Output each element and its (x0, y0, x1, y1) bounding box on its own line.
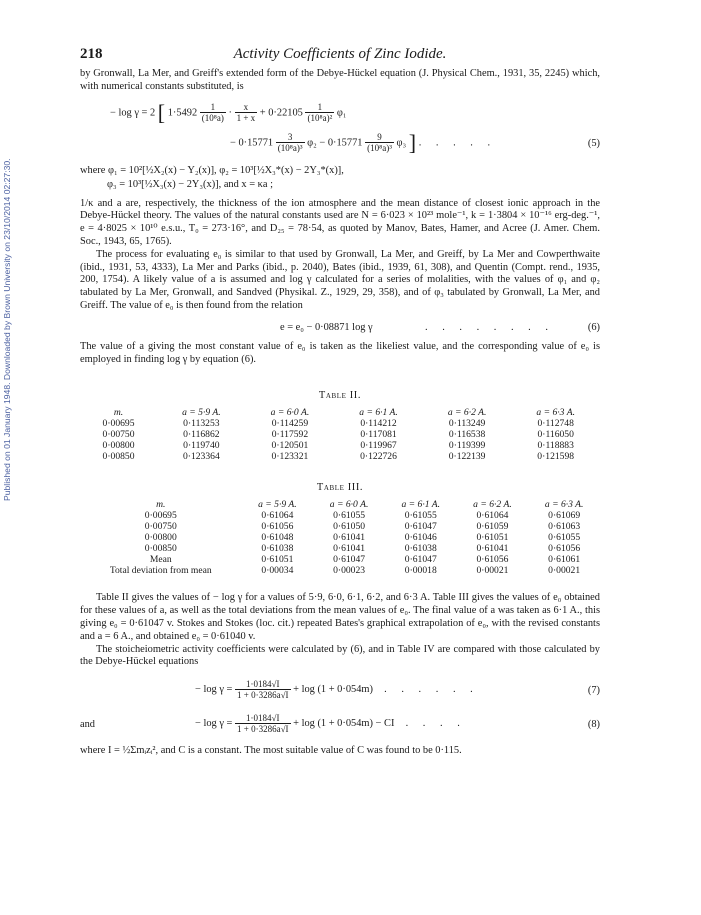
where-line-1: where φ₁ = 10²[½X₂(x) − Y₂(x)], φ₂ = 10³[½X₃*(x) − 2Y₃*(x)], (80, 164, 344, 176)
equation-5: − log γ = 2 [ 1·5492 $\frac{1}{\text{(10⁸a)}}$ · $\frac{x}{1 + x}$ + 0·22105 $\frac{1}{\text{(10⁸a)²}}$ φ₁ − 0·15771 $\frac{3}{\text{(10⁸a)³}}$ φ₂ − 0·15771 $\frac{9}{\text{(10⁸a)³}}$ φ₃ ] . . . . . (5) (110, 99, 600, 155)
table2-header-row (80, 407, 600, 418)
table-cell: Total deviation from mean (109, 565, 212, 577)
table-cell: 0·61038 (404, 543, 437, 555)
eq5-c1: 1·5492 (167, 106, 198, 118)
table-cell: 0·61056 (548, 543, 581, 555)
table-cell: 0·00850 (144, 543, 177, 555)
table-cell: 0·116862 (183, 429, 220, 441)
eq5-phi2: φ₂ (307, 136, 317, 148)
table-cell: 0·61064 (476, 510, 509, 522)
table-cell: 0·61055 (548, 532, 581, 544)
table-cell: 0·61056 (476, 554, 509, 566)
table-cell: 0·114212 (360, 418, 397, 430)
table-cell: 0·61063 (548, 521, 581, 533)
table-cell: 0·113249 (448, 418, 486, 430)
eq8-lhs: − log γ = (195, 718, 233, 730)
table-cell: 0·00018 (404, 565, 437, 577)
page-number: 218 (80, 46, 103, 62)
table3-header: a = 6·1 A. (401, 499, 441, 511)
eq7-lhs: − log γ = (195, 684, 233, 696)
table-cell: 0·112748 (537, 418, 574, 430)
table-2 (80, 407, 600, 462)
table-cell: 0·119740 (183, 440, 220, 452)
table-cell: 0·117592 (271, 429, 309, 441)
table-cell: 0·61048 (261, 532, 294, 544)
paragraph-constant-c: where I = ½Σmᵢzᵢ², and C is a constant. The most suitable value of C was found to be 0·115. (80, 745, 462, 757)
table-row (80, 418, 600, 429)
table-cell: 0·00021 (548, 565, 581, 577)
table2-title: Table II. (318, 390, 362, 402)
table-cell: 0·61056 (261, 521, 294, 533)
table-cell: 0·00750 (144, 521, 177, 533)
table3-header: a = 5·9 A. (258, 499, 297, 511)
table-row-total-deviation (80, 565, 600, 576)
paragraph-tables: Table II gives the values of − log γ for a values of 5·9, 6·0, 6·1, 6·2, and 6·3 A. Table III gives the values of e₀ obtained for these values of a, as well as the total deviations from the mean values of e₀. The final value of a was taken as 6·1 A., this giving e₀ = 0·61047 v. Stokes and Stokes (loc. cit.) repeated Bates's graphical extrapolation of e₀, with the revised constants and a = 6 A., and obtained e₀ = 0·61040 v. (80, 592, 600, 642)
eq8-and: and (80, 719, 96, 731)
table-row (80, 429, 600, 440)
equation-8: and − log γ = $\frac{1\cdot 0184√I}{1 + 0\cdot 3286a√I}$ + log (1 + 0·054m) − CI . . . . (8) (80, 713, 600, 735)
table2-header: a = 6·3 A. (536, 407, 575, 419)
intro-text: by Gronwall, La Mer, and Greiff's extended form of the Debye-Hückel equation (J. Physical Chem., 1931, 35, 2245) which, with numerical constants substituted, is (80, 68, 600, 92)
eq5-frac5: $\frac{9}{\text{(10⁸a)³}}$ (367, 132, 392, 154)
table-cell: 0·61064 (261, 510, 294, 522)
table-cell: 0·61061 (548, 554, 581, 566)
eq7-fraction: $\frac{1\cdot 0184√I}{1 + 0\cdot 3286a√I}$ (237, 679, 289, 701)
table-row (80, 521, 600, 532)
table-cell: 0·00800 (144, 532, 177, 544)
eq8-fraction: $\frac{1\cdot 0184√I}{1 + 0\cdot 3286a√I}$ (237, 713, 289, 735)
eq5-c2: + 0·22105 (259, 106, 303, 118)
eq5-frac2: $\frac{x}{1 + x}$ (236, 102, 256, 124)
running-title: Activity Coefficients of Zinc Iodide. (233, 46, 447, 62)
table-cell: 0·61047 (333, 554, 366, 566)
eq6-number: (6) (587, 321, 600, 333)
table-cell: 0·00021 (476, 565, 509, 577)
running-header (80, 46, 600, 66)
table-cell: 0·61069 (548, 510, 581, 522)
table3-header: a = 6·3 A. (544, 499, 584, 511)
paragraph-process: The process for evaluating e₀ is similar to that used by Gronwall, La Mer, and Greiff, by La Mer and Cowperthwaite (ibid., 1931, 53, 4333), La Mer and Parks (ibid., p. 2040), Bates (ibid., 1939, 61, 308), and Quentin (Compt. rend., 1935, 200, 1754). A likely value of a is assumed and log γ calculated for a series of molalities, with the values of φ₁ and φ₂ tabulated by La Mer, Gronwall, and Sandved (Physikal. Z., 1929, 29, 358), and of φ₃ tabulated by Gronwall, La Mer, and Greiff. The value of e₀ is then found from the relation (80, 248, 600, 311)
table-cell: 0·00750 (102, 429, 135, 441)
table2-header: a = 5·9 A. (182, 407, 221, 419)
paragraph-stoicheiometric: The stoicheiometric activity coefficients were calculated by (6), and in Table IV are compared with those calculated by the Debye-Hückel equations (80, 643, 600, 668)
table-cell: 0·61047 (404, 554, 437, 566)
table-cell: 0·61055 (404, 510, 437, 522)
table-cell: 0·119399 (448, 440, 486, 452)
table-cell: 0·61050 (333, 521, 366, 533)
table-cell: Mean (149, 554, 172, 566)
table-cell: 0·114259 (271, 418, 309, 430)
table-cell: 0·00800 (102, 440, 135, 452)
eq7-rhs: + log (1 + 0·054m) (293, 684, 373, 696)
table-row (80, 532, 600, 543)
equation-6: e = e₀ − 0·08871 log γ . . . . . . . . (6) (280, 321, 600, 333)
eq7-number: (7) (587, 685, 600, 697)
eq5-frac3: $\frac{1}{\text{(10⁸a)²}}$ (307, 102, 333, 124)
table2-header: a = 6·1 A. (359, 407, 398, 419)
table3-title: Table III. (316, 482, 364, 494)
table-3 (80, 499, 600, 576)
eq5-c3: − 0·15771 (230, 136, 274, 148)
table3-header: m. (156, 499, 166, 511)
table-cell: 0·61055 (333, 510, 366, 522)
table-cell: 0·61041 (333, 543, 366, 555)
eq5-frac4: $\frac{3}{\text{(10⁸a)³}}$ (277, 132, 303, 154)
equation-7: − log γ = $\frac{1\cdot 0184√I}{1 + 0\cdot 3286a√I}$ + log (1 + 0·054m) . . . . . . (7) (195, 679, 600, 701)
table-row-mean (80, 554, 600, 565)
eq5-c4: − 0·15771 (319, 136, 363, 148)
table-cell: 0·61047 (404, 521, 437, 533)
table-cell: 0·00034 (261, 565, 294, 577)
table3-header-row (80, 499, 600, 510)
where-line-2: φ₃ = 10³[½X₃(x) − 2Y₃(x)], and x = κa ; (107, 178, 274, 190)
table-row (80, 543, 600, 554)
table-cell: 0·116050 (537, 429, 574, 441)
table-cell: 0·61051 (261, 554, 294, 566)
table-cell: 0·123364 (182, 451, 220, 463)
table-cell: 0·122139 (448, 451, 486, 463)
table-cell: 0·61038 (261, 543, 294, 555)
eq5-number: (5) (587, 137, 600, 149)
table-cell: 0·122726 (360, 451, 397, 463)
table-cell: 0·00695 (102, 418, 135, 430)
table3-header: a = 6·0 A. (329, 499, 369, 511)
table-cell: 0·121598 (537, 451, 575, 463)
table-cell: 0·118883 (537, 440, 574, 452)
table-cell: 0·61051 (476, 532, 509, 544)
eq5-lhs: − log γ = 2 (110, 106, 156, 118)
eq5-phi3: φ₃ (396, 136, 407, 148)
eq6-expression: e = e₀ − 0·08871 log γ (280, 321, 373, 333)
table-row (80, 440, 600, 451)
table-cell: 0·120501 (271, 440, 309, 452)
table-cell: 0·61059 (476, 521, 509, 533)
table-row (80, 451, 600, 462)
table-cell: 0·00023 (333, 565, 366, 577)
table-cell: 0·119967 (360, 440, 397, 452)
table-cell: 0·00695 (144, 510, 177, 522)
eq8-number: (8) (587, 719, 600, 731)
download-watermark: Published on 01 January 1948. Downloaded by Brown University on 23/10/2014 02:27:30. (2, 158, 12, 502)
table-cell: 0·117081 (360, 429, 397, 441)
table-cell: 0·00850 (102, 451, 135, 463)
table2-header: m. (113, 407, 124, 419)
table2-header: a = 6·2 A. (447, 407, 487, 419)
paragraph-constants: 1/κ and a are, respectively, the thickness of the ion atmosphere and the mean distance of closest ionic approach in the Debye-Hückel theory. The values of the natural constants used are N = 6·023 × 10²³ mole⁻¹, k = 1·3804 × 10⁻¹⁶ erg-deg.⁻¹, e = 4·8025 × 10¹⁰ e.s.u., T₀ = 273·16°, and D₂₅ = 78·54, as quoted by Manov, Bates, Hamer, and Acree (J. Amer. Chem. Soc., 1943, 65, 1765). (80, 197, 600, 247)
table3-header: a = 6·2 A. (473, 499, 512, 511)
table-cell: 0·116538 (448, 429, 486, 441)
table-cell: 0·113253 (183, 418, 220, 430)
eq5-frac1: $\frac{1}{\text{(10⁸a)}}$ (201, 102, 224, 124)
table-cell: 0·61046 (404, 532, 437, 544)
table-cell: 0·61041 (333, 532, 366, 544)
eq8-rhs: + log (1 + 0·054m) − CI (293, 718, 395, 730)
paragraph-likeliest: The value of a giving the most constant value of e₀ is taken as the likeliest value, and the corresponding value of e₀ is employed in finding log γ by equation (6). (80, 340, 600, 365)
eq5-phi1: φ₁ (336, 106, 347, 118)
table-cell: 0·61041 (476, 543, 509, 555)
table-row (80, 510, 600, 521)
journal-page (80, 40, 600, 758)
table-cell: 0·123321 (271, 451, 309, 463)
table2-header: a = 6·0 A. (270, 407, 310, 419)
